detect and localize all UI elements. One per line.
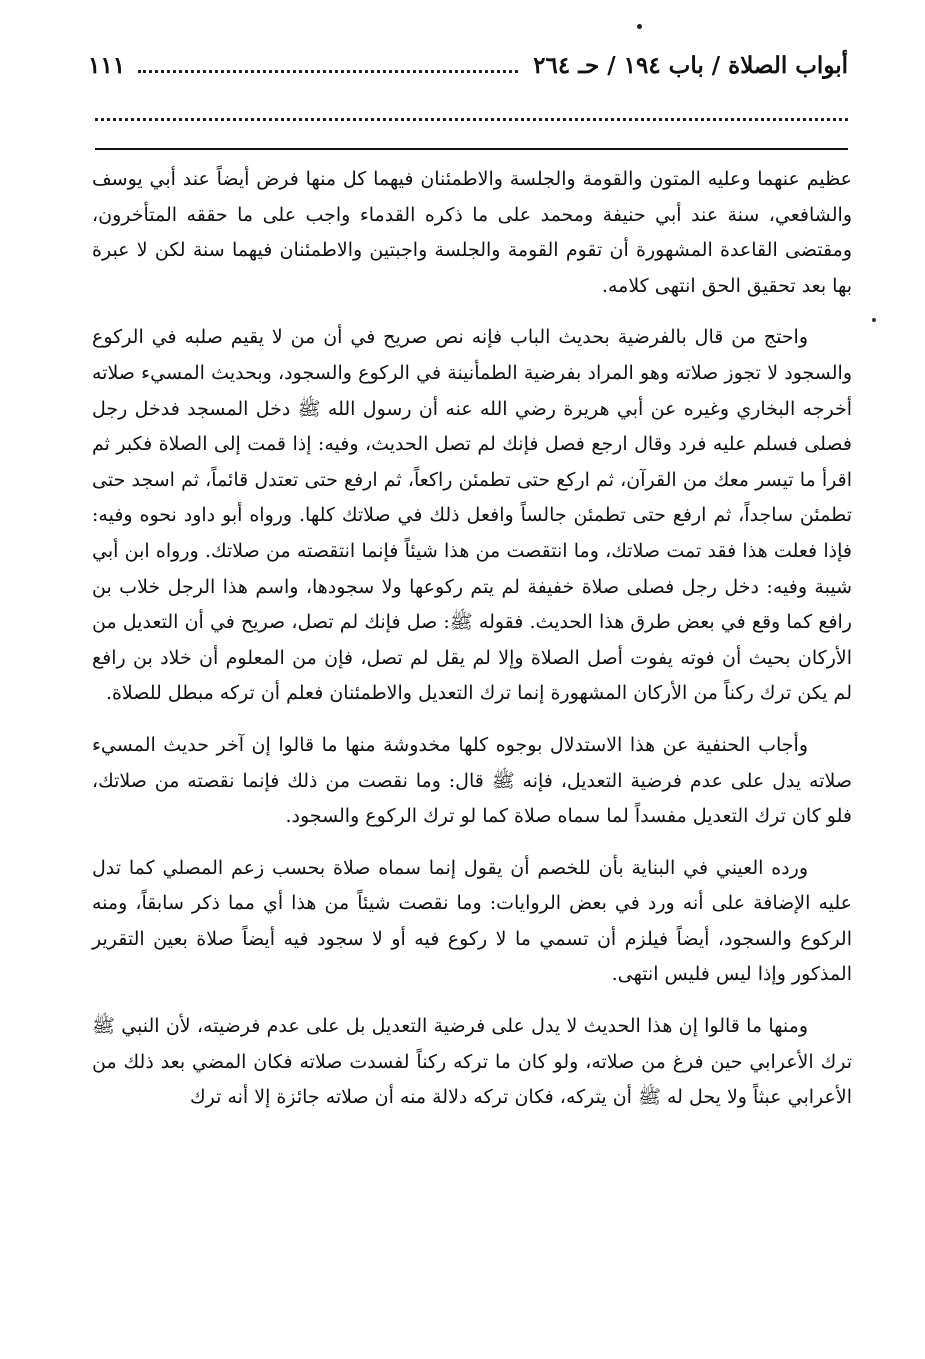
paragraph-1: عظيم عنهما وعليه المتون والقومة والجلسة والاطمئنان فيهما كل منها فرض أيضاً عند أبي يوسف والشافعي، سنة عند أبي حنيفة ومحمد على ما ذكره القدماء واجب على ما حققه المتأخرون، ومقتضى القاعدة المشهورة أن تقوم القومة والجلسة واجبتين والاطمئنان فيهما سنة لكن لا عبرة بها بعد تحقيق الحق انتهى كلامه.	[92, 168, 852, 297]
page-number: ١١١	[88, 52, 126, 79]
paragraph-4: ورده العيني في البناية بأن للخصم أن يقول إنما سماه صلاة بحسب زعم المصلي كما تدل عليه الإضافة على أنه ورد في بعض الروايات: وما نقصت شيئاً من هذا أي مما ذكر سابقاً، ومنه الركوع والسجود، أيضاً فيلزم أن تسمي ما لا ركوع فيه أو لا سجود فيه أيضاً صلاة بعين التقرير المذكور وإذا ليس فليس انتهى.	[92, 856, 852, 986]
paragraph-2: واحتج من قال بالفرضية بحديث الباب فإنه نص صريح في أن من لا يقيم صلبه في الركوع والسجود لا تجوز صلاته وهو المراد بفرضية الطمأنينة في الركوع والسجود، وبحديث المسيء صلاته أخرجه البخاري وغيره عن أبي هريرة رضي الله عنه أن رسول الله ﷺ دخل المسجد فدخل رجل فصلى فسلم عليه فرد وقال ارجع فصل فإنك لم تصل الحديث، وفيه: إذا قمت إلى الصلاة فكبر ثم اقرأ ما تيسر معك من القرآن، ثم اركع حتى تطمئن راكعاً، ثم ارفع حتى تعتدل قائماً، ثم اسجد حتى تطمئن ساجداً، ثم ارفع حتى تطمئن جالساً وافعل ذلك في صلاتك كلها. ورواه أبو داود نحوه وفيه: فإذا فعلت هذا فقد تمت صلاتك، وما انتقصت من هذا شيئاً فإنما انتقصته من صلاتك. ورواه ابن أبي شيبة وفيه: دخل رجل فصلى صلاة خفيفة لم يتم ركوعها ولا سجودها، واسم هذا الرجل خلاب بن رافع كما وقع في بعض طرق هذا الحديث. فقوله ﷺ: صل فإنك لم تصل، صريح في أن التعديل من الأركان بحيث أن فوته يفوت أصل الصلاة وإلا لم يقل لم تصل، فإن من المعلوم أن خلاد بن رافع لم يكن ترك ركناً من الأركان المشهورة إنما ترك التعديل والاطمئنان فعلم أن تركه مبطل للصلاة.	[92, 326, 852, 705]
page-header	[88, 52, 848, 92]
dotted-separator	[95, 118, 848, 121]
running-head: أبواب الصلاة / باب ١٩٤ / حـ ٢٦٤	[533, 52, 848, 79]
ink-mark	[637, 24, 642, 29]
body-text	[92, 162, 852, 1132]
paragraph-5: ومنها ما قالوا إن هذا الحديث لا يدل على فرضية التعديل بل على عدم فرضيته، لأن النبي ﷺ ترك الأعرابي حين فرغ من صلاته، ولو كان ما تركه ركناً لفسدت صلاته فكان المضي بعد ذلك من الأعرابي عبثاً ولا يحل له ﷺ أن يتركه، فكان تركه دلالة منه أن صلاته جائزة إلا أنه ترك	[92, 1015, 853, 1109]
header-dotted-leader	[138, 70, 518, 73]
header-rule	[95, 148, 848, 150]
margin-dot	[872, 318, 876, 322]
paragraph-3: وأجاب الحنفية عن هذا الاستدلال بوجوه كلها مخدوشة منها ما قالوا إن آخر حديث المسيء صلاته يدل على عدم فرضية التعديل، فإنه ﷺ قال: وما نقصت من ذلك فإنما نقصته من صلاتك، فلو كان ترك التعديل مفسداً لما سماه صلاة كما لو ترك الركوع والسجود.	[92, 733, 852, 828]
